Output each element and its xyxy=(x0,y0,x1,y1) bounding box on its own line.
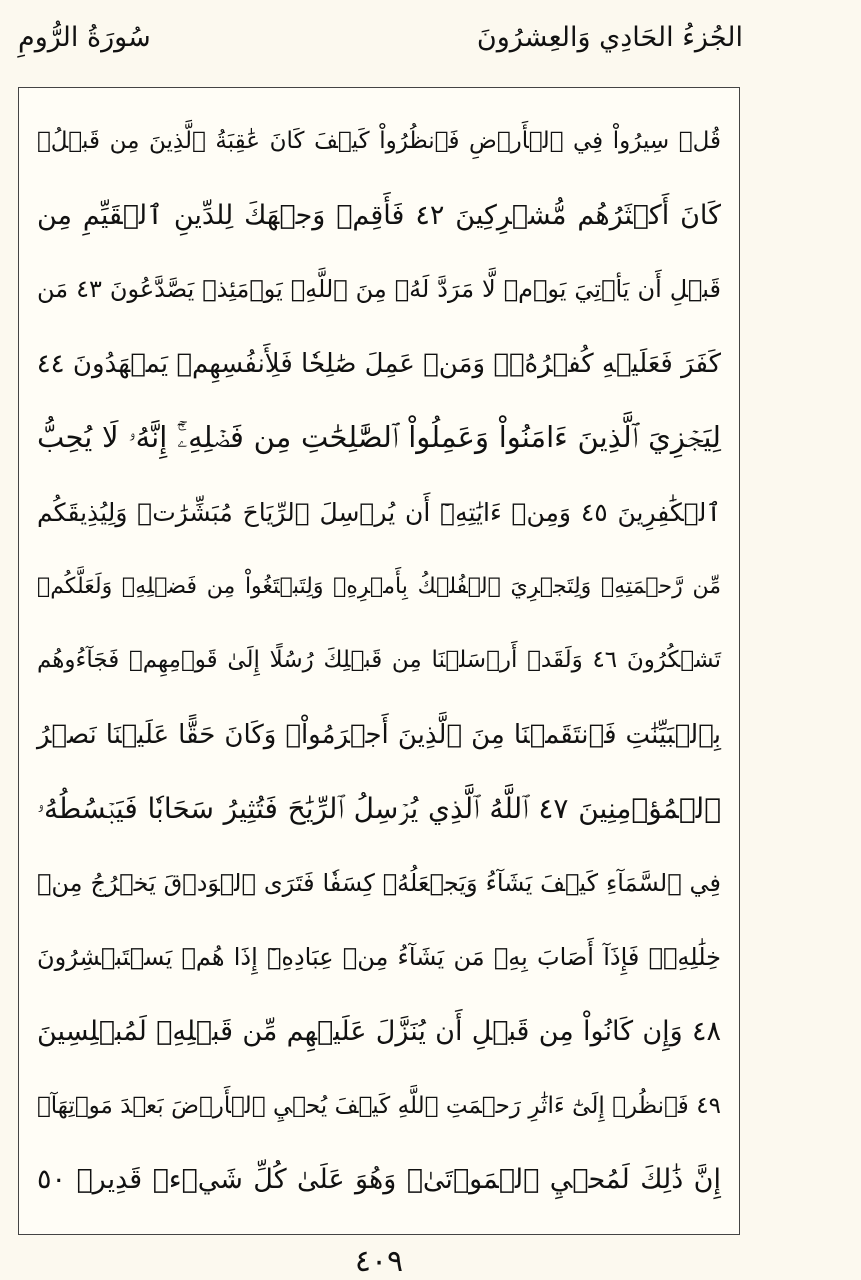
verse-line: كَانَ أَكۡثَرُهُم مُّشۡرِكِينَ ٤٢ فَأَقِمۡ وَجۡهَكَ لِلدِّينِ ٱلۡقَيِّمِ مِن xyxy=(37,199,722,231)
verse-line: إِنَّ ذَٰلِكَ لَمُحۡيِ ٱلۡمَوۡتَىٰۖ وَهُوَ عَلَىٰ كُلِّ شَيۡءٖ قَدِيرٞ ٥٠ xyxy=(37,1164,721,1196)
page-number: ٤٠٩ xyxy=(354,1244,404,1279)
verse-lines xyxy=(37,104,721,1224)
verse-line: ٤٨ وَإِن كَانُواْ مِن قَبۡلِ أَن يُنَزَّلَ عَلَيۡهِم مِّن قَبۡلِهِۦ لَمُبۡلِسِينَ xyxy=(37,1015,721,1047)
verse-line: لِيَجۡزِيَ ٱلَّذِينَ ءَامَنُواْ وَعَمِلُواْ ٱلصَّٰلِحَٰتِ مِن فَضۡلِهِۦٓۚ إِنَّهُۥ لَا يُحِبُّ xyxy=(37,420,721,455)
verse-line: كَفَرَ فَعَلَيۡهِ كُفۡرُهُۥۖ وَمَنۡ عَمِلَ صَٰلِحٗا فَلِأَنفُسِهِمۡ يَمۡهَدُونَ ٤٤ xyxy=(36,348,721,379)
page-header xyxy=(18,14,743,66)
text-frame xyxy=(18,87,740,1235)
verse-line: ٤٩ فَٱنظُرۡ إِلَىٰٓ ءَاثَٰرِ رَحۡمَتِ ٱللَّهِ كَيۡفَ يُحۡيِ ٱلۡأَرۡضَ بَعۡدَ مَوۡتِهَآۚ xyxy=(37,1092,721,1119)
juz-title: الجُزءُ الحَادِي وَالعِشرُونَ xyxy=(476,22,743,53)
verse-line: فِي ٱلسَّمَآءِ كَيۡفَ يَشَآءُ وَيَجۡعَلُهُۥ كِسَفٗا فَتَرَى ٱلۡوَدۡقَ يَخۡرُجُ مِنۡ xyxy=(37,868,721,897)
surah-title: سُورَةُ الرُّومِ xyxy=(18,22,151,53)
verse-line: مِّن رَّحۡمَتِهِۦ وَلِتَجۡرِيَ ٱلۡفُلۡكُ بِأَمۡرِهِۦ وَلِتَبۡتَغُواْ مِن فَضۡلِهِۦ وَلَعَلَّكُمۡ xyxy=(37,573,721,599)
verse-line: بِٱلۡبَيِّنَٰتِ فَٱنتَقَمۡنَا مِنَ ٱلَّذِينَ أَجۡرَمُواْۖ وَكَانَ حَقًّا عَلَيۡنَا نَصۡرُ xyxy=(37,719,721,750)
verse-line: ٱلۡمُؤۡمِنِينَ ٤٧ ٱللَّهُ ٱلَّذِي يُرۡسِلُ ٱلرِّيَٰحَ فَتُثِيرُ سَحَابٗا فَيَبۡسُطُهُۥ xyxy=(37,791,722,825)
verse-line: قَبۡلِ أَن يَأۡتِيَ يَوۡمٞ لَّا مَرَدَّ لَهُۥ مِنَ ٱللَّهِۖ يَوۡمَئِذٖ يَصَّدَّعُونَ ٤٣ مَن xyxy=(37,275,721,304)
verse-line: تَشۡكُرُونَ ٤٦ وَلَقَدۡ أَرۡسَلۡنَا مِن قَبۡلِكَ رُسُلًا إِلَىٰ قَوۡمِهِمۡ فَجَآءُوهُم xyxy=(37,647,721,674)
verse-line: ٱلۡكَٰفِرِينَ ٤٥ وَمِنۡ ءَايَٰتِهِۦٓ أَن يُرۡسِلَ ٱلرِّيَاحَ مُبَشِّرَٰتٖ وَلِيُذِيقَكُم xyxy=(37,497,722,527)
verse-line: خِلَٰلِهِۦۖ فَإِذَآ أَصَابَ بِهِۦ مَن يَشَآءُ مِنۡ عِبَادِهِۦٓ إِذَا هُمۡ يَسۡتَبۡشِرُونَ xyxy=(37,943,721,972)
verse-line: قُلۡ سِيرُواْ فِي ٱلۡأَرۡضِ فَٱنظُرُواْ كَيۡفَ كَانَ عَٰقِبَةُ ٱلَّذِينَ مِن قَبۡلُۚ xyxy=(37,128,721,155)
